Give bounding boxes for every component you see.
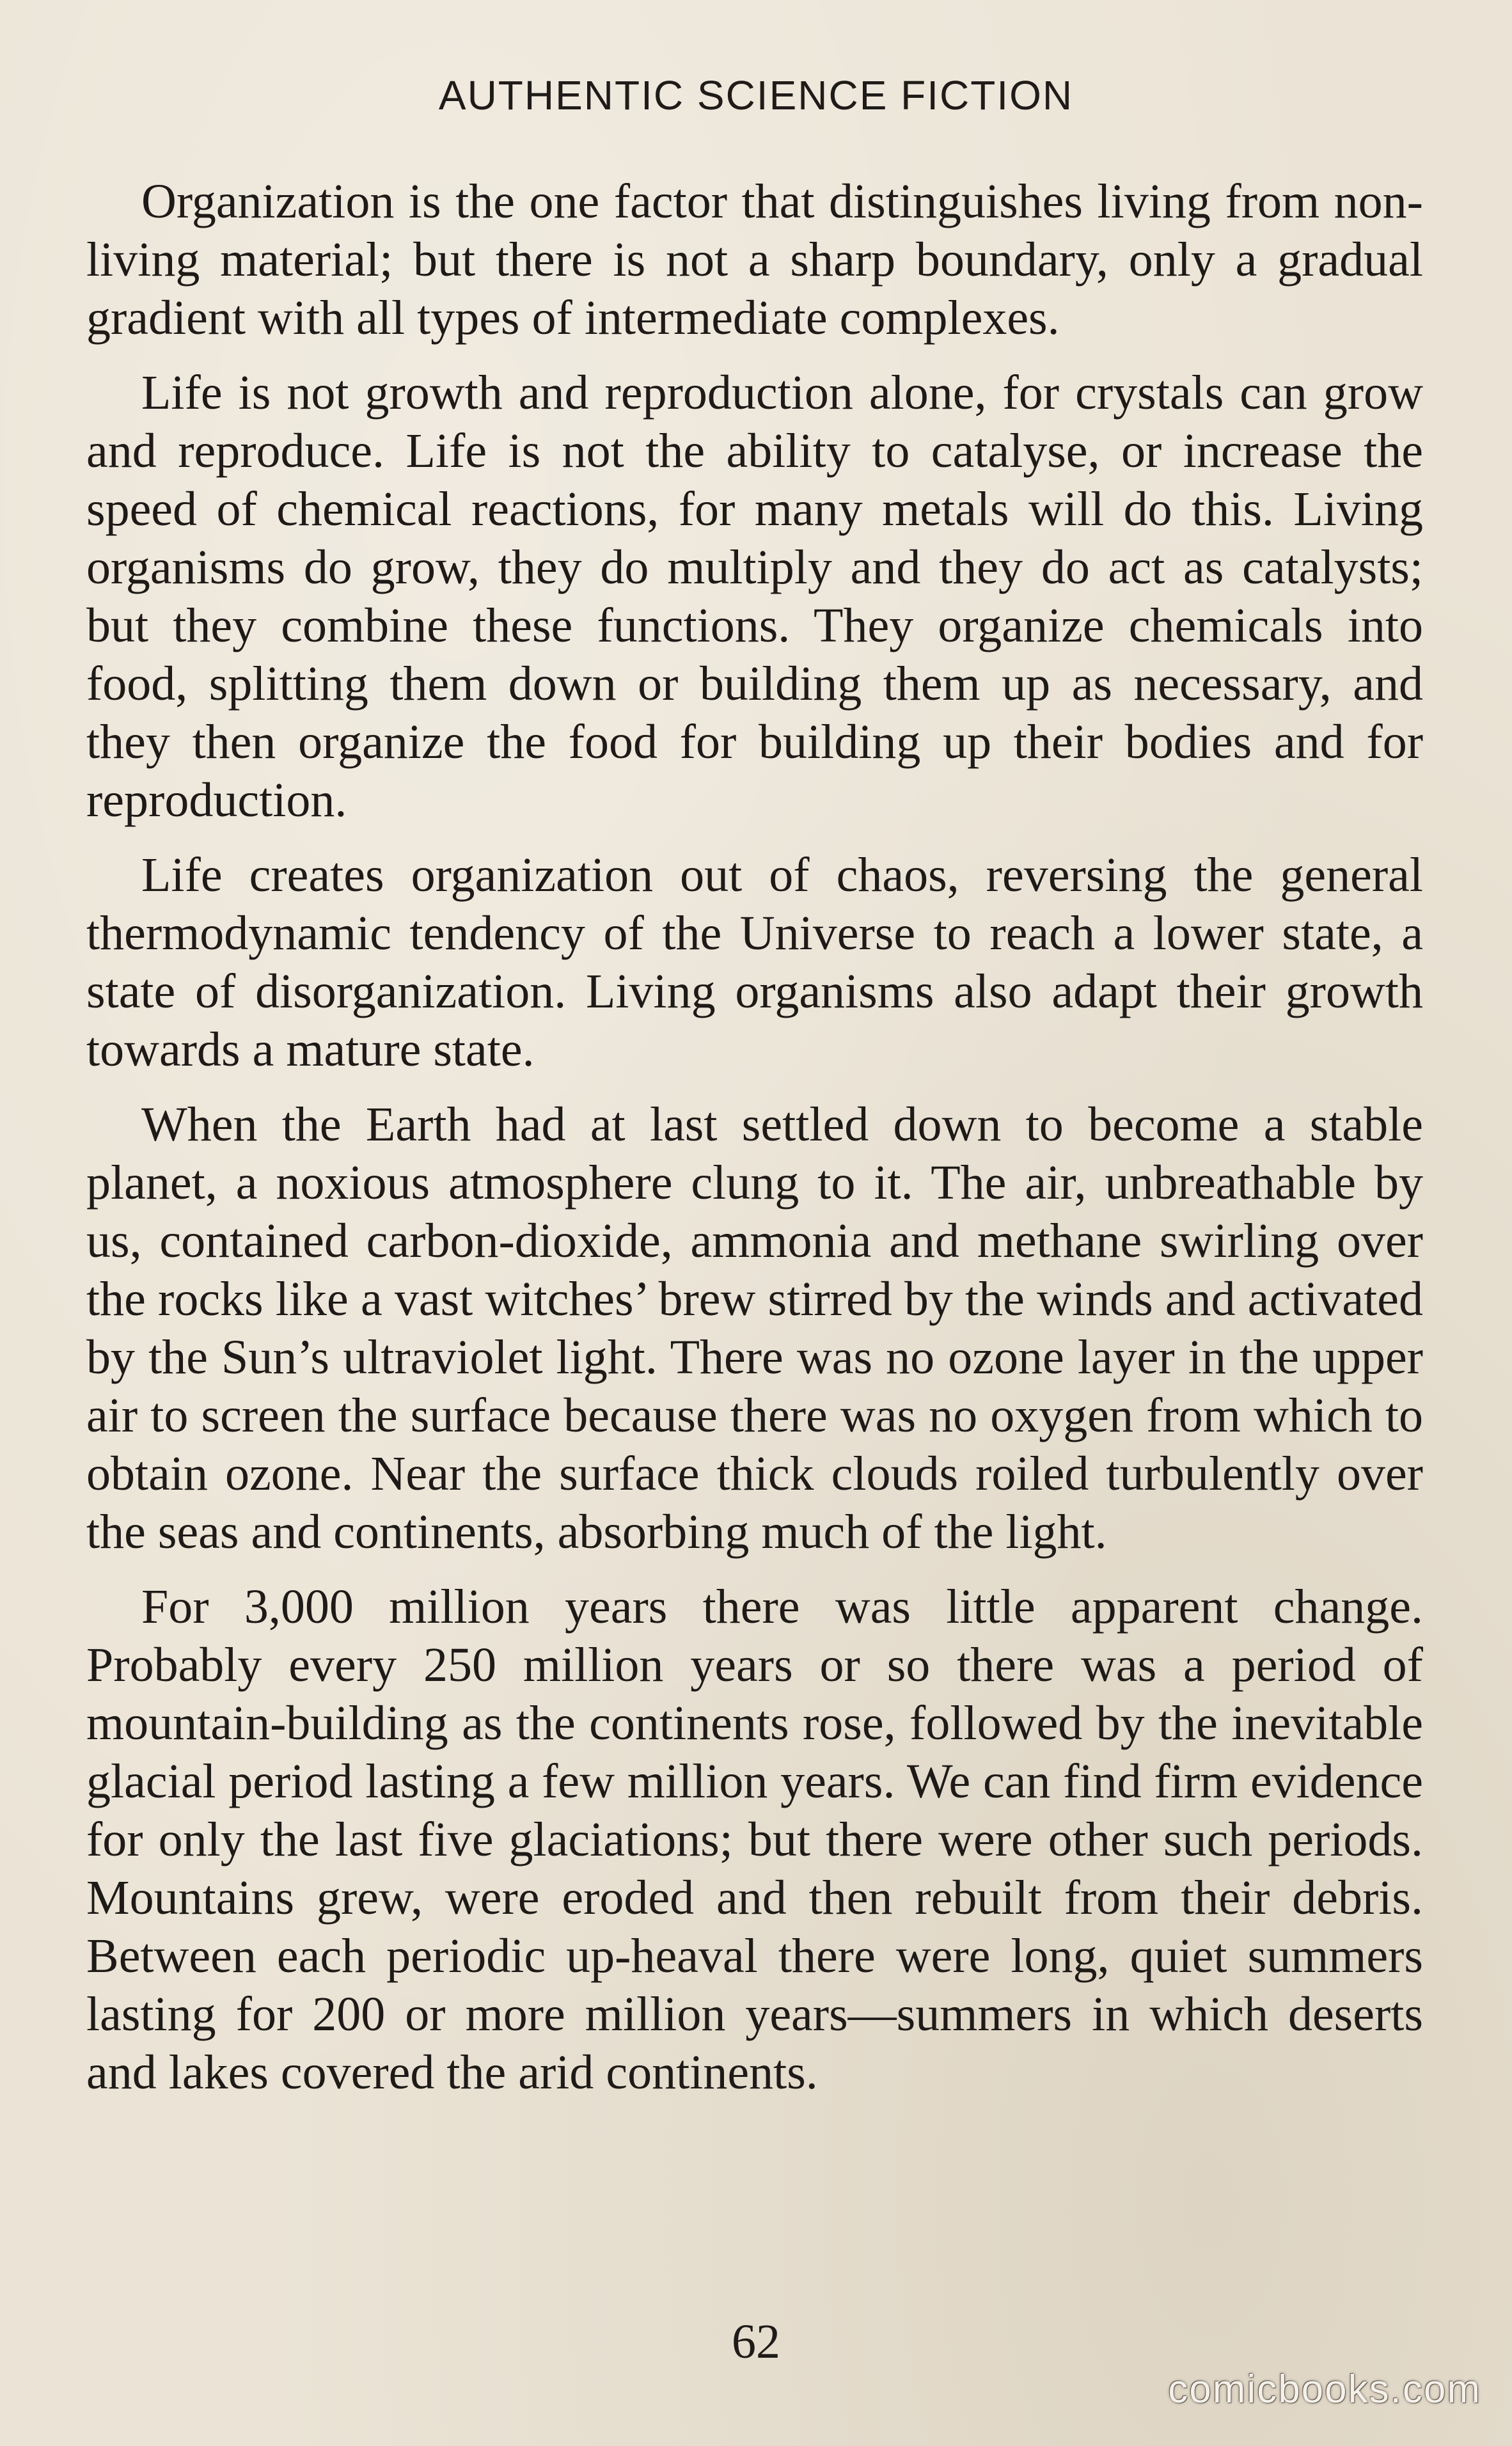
page-number: 62 [732, 2315, 780, 2369]
article-body [86, 173, 1423, 2119]
site-watermark: comicbooks.com [1168, 2367, 1481, 2411]
paragraph-2: Life is not growth and reproduction alone, for crystals can grow and reproduce. Life is not the ability to catalyse, or increase the speed of chemical reactions, for many metals will do this. Living organisms do grow, they do multiply and they do act as catalysts; but they combine these functions. They organize chemicals into food, splitting them down or building them up as necessary, and they then organize the food for building up their bodies and for reproduction. [86, 366, 1423, 827]
paragraph-3: Life creates organization out of chaos, reversing the general thermodynamic tendency of the Universe to reach a lower state, a state of disorganization. Living organisms also adapt their growth towards a mature state. [86, 848, 1423, 1077]
paragraph-1: Organization is the one factor that distinguishes living from non-living material; but there is not a sharp boundary, only a gradual gradient with all types of intermediate complexes. [86, 175, 1423, 345]
running-head-title: AUTHENTIC SCIENCE FICTION [438, 72, 1074, 118]
paragraph-4: When the Earth had at last settled down to become a stable planet, a noxious atmosphere clung to it. The air, unbreathable by us, contained carbon-dioxide, ammonia and methane swirling over the rocks like a vast witches’ brew stirred by the winds and activated by the Sun’s ultraviolet light. There was no ozone layer in the upper air to screen the surface because there was no oxygen from which to obtain ozone. Near the surface thick clouds roiled turbulently over the seas and continents, absorbing much of the light. [86, 1098, 1423, 1559]
paragraph-5: For 3,000 million years there was little apparent change. Probably every 250 million years or so there was a period of mountain-building as the continents rose, followed by the inevitable glacial period lasting a few million years. We can find firm evidence for only the last five glaciations; but there were other such periods. Mountains grew, were eroded and then rebuilt from their debris. Between each periodic up-heaval there were long, quiet summers lasting for 200 or more million years—summers in which deserts and lakes covered the arid continents. [86, 1580, 1423, 2099]
